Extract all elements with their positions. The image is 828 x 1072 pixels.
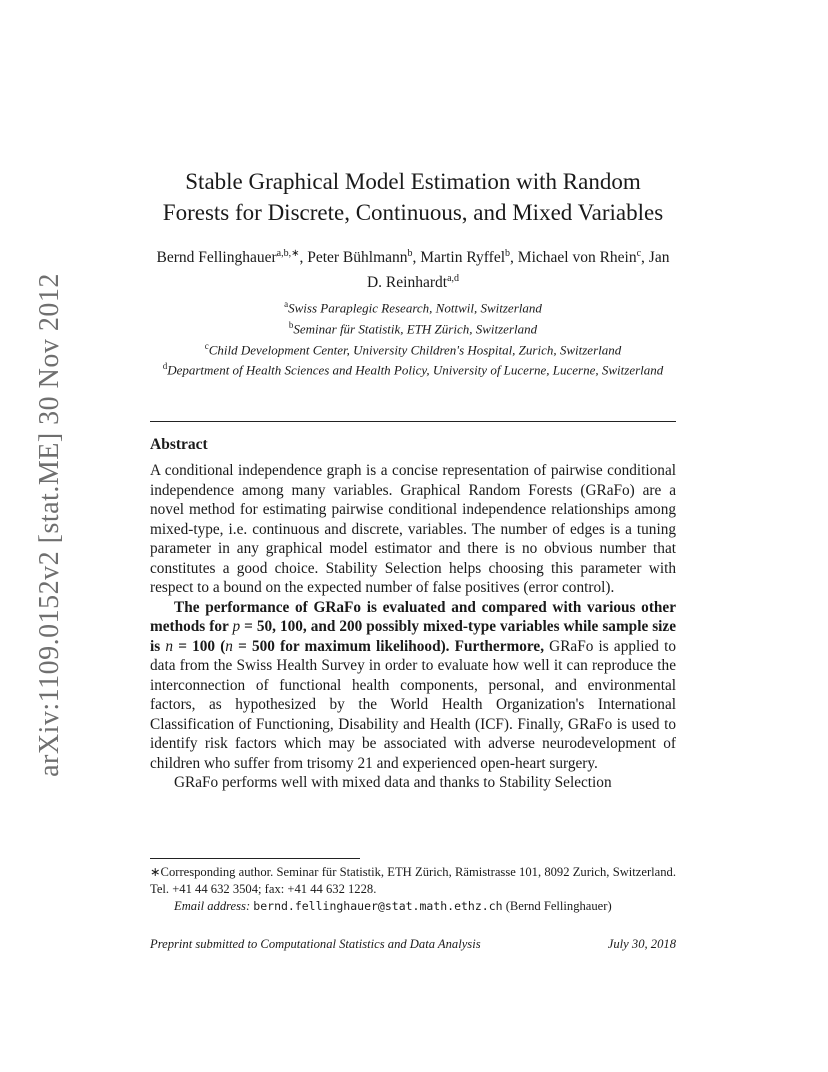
- affiliation-marker: c: [204, 340, 209, 351]
- math-var: n: [225, 637, 233, 655]
- affiliation-marker: a: [284, 299, 289, 309]
- abstract-paragraph: GRaFo performs well with mixed data and thanks to Stability Selection: [174, 774, 612, 791]
- affiliation-marker: b: [288, 319, 294, 330]
- affiliation: [150, 317, 676, 338]
- body-text: GRaFo is applied to data from the Swiss Health Survey in order to evaluate how well it can reproduce the interconnection of functional health components, personal, and environmental factors, as hypothesized by the World Health Organization's International Classification of Functioning, Disability and Health (ICF). Finally, GRaFo is used to identify risk factors which may be associated with adverse neurodevelopment of children who suffer from trisomy 21 and experienced open-heart surgery.: [150, 637, 676, 772]
- page-footer: [150, 937, 676, 952]
- affiliation-marker: d: [162, 361, 168, 372]
- footnote-corresponding: ∗Corresponding author. Seminar für Statistik, ETH Zürich, Rämistrasse 101, 8092 Zurich, Switzerland. Tel. +41 44 632 3504; fax: +41 44 632 1228.: [150, 865, 676, 896]
- preprint-note: Preprint submitted to Computational Statistics and Data Analysis: [150, 937, 481, 951]
- author-list: [150, 243, 676, 293]
- author-marker: a,d: [447, 273, 460, 285]
- affiliation-text: Department of Health Sciences and Health Policy, University of Lucerne, Lucerne, Switzerland: [167, 362, 664, 378]
- bold-text: = 50, 100, and 200 possibly mixed-type variables while sample size is: [150, 618, 676, 655]
- affiliation-text: Seminar für Statistik, ETH Zürich, Switzerland: [293, 321, 538, 337]
- affiliation-text: Child Development Center, University Children's Hospital, Zurich, Switzerland: [208, 341, 622, 357]
- arxiv-stamp: arXiv:1109.0152v2 [stat.ME] 30 Nov 2012: [34, 273, 65, 777]
- affiliation: [150, 296, 676, 317]
- email-label: Email address:: [174, 899, 251, 913]
- abstract-heading: Abstract: [150, 436, 208, 453]
- math-var: n: [165, 637, 174, 655]
- affiliation-text: Swiss Paraplegic Research, Nottwil, Switzerland: [288, 300, 542, 316]
- author-name: , Peter Bühlmann: [299, 249, 408, 267]
- title-line: Stable Graphical Model Estimation with Random: [185, 169, 641, 194]
- title-line: Forests for Discrete, Continuous, and Mixed Variables: [162, 200, 664, 225]
- affiliation: [150, 338, 676, 359]
- footnote-divider: [150, 858, 360, 859]
- email-link[interactable]: bernd.fellinghauer@stat.math.ethz.ch: [253, 899, 503, 913]
- bold-text: = 100 (: [173, 637, 226, 655]
- math-var: p: [232, 618, 241, 635]
- footnote-email: [150, 898, 676, 915]
- footnote: [150, 864, 676, 915]
- bold-text: = 500 for maximum likelihood). Furthermore,: [232, 637, 545, 655]
- affiliations: [150, 296, 676, 379]
- abstract-paragraph: [150, 598, 676, 774]
- author-name: , Jan D. Reinhardt: [366, 249, 670, 292]
- author-marker: c: [636, 248, 642, 259]
- paper-title: [150, 166, 676, 228]
- section-divider: [150, 421, 676, 422]
- bold-text: The performance of GRaFo is evaluated and compared with various other methods for: [150, 598, 676, 635]
- author-name: , Martin Ryffel: [412, 249, 506, 267]
- author-marker: b: [407, 248, 413, 259]
- email-owner: (Bernd Fellinghauer): [502, 899, 612, 913]
- abstract-paragraph: A conditional independence graph is a concise representation of pairwise conditional independence among many variables. Graphical Random Forests (GRaFo) are a novel method for estimating pairwise conditional independence relationships among mixed-type, i.e. continuous and discrete, variables. The number of edges is a tuning parameter in any graphical model estimator and there is no obvious number that constitutes a good choice. Stability Selection helps choosing this parameter with respect to a bound on the expected number of false positives (error control).: [150, 462, 676, 596]
- author-name: , Michael von Rhein: [510, 249, 637, 267]
- author-marker: b: [505, 248, 511, 259]
- affiliation: [150, 358, 676, 379]
- author-name: Bernd Fellinghauer: [156, 249, 277, 267]
- footer-date: July 30, 2018: [607, 937, 676, 951]
- author-marker: a,b,∗: [276, 248, 300, 259]
- abstract-body: [150, 461, 676, 793]
